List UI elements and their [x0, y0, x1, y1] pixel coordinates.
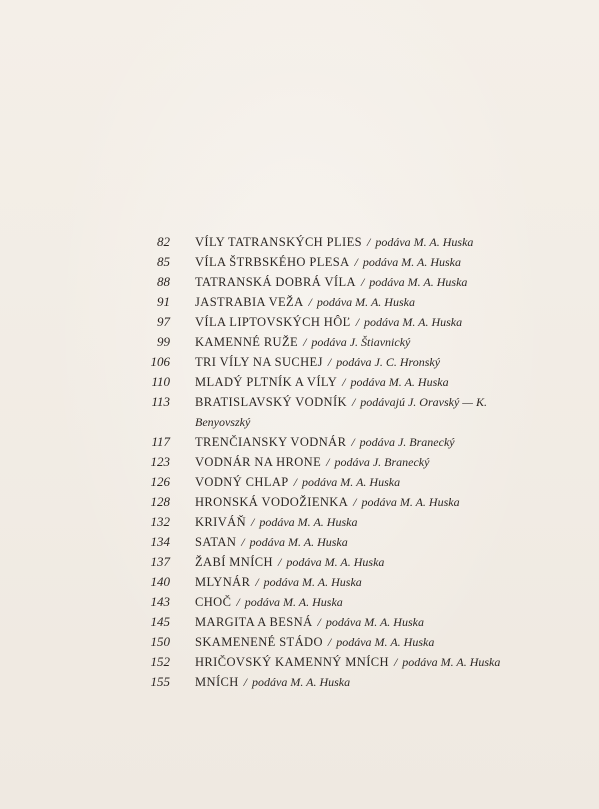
toc-page-number: 88 — [157, 274, 170, 289]
toc-entry: 128 HRONSKÁ VODOŽIENKA / podáva M. A. Huska — [0, 492, 599, 512]
toc-entry: 110 MLADÝ PLTNÍK A VÍLY / podáva M. A. Huska — [0, 372, 599, 392]
toc-author: podáva M. A. Huska — [249, 535, 348, 549]
toc-title: ŽABÍ MNÍCH — [195, 555, 273, 569]
toc-title: KRIVÁŇ — [195, 515, 247, 529]
toc-title: VÍLA LIPTOVSKÝCH HÔĽ — [195, 315, 351, 329]
toc-author: podáva M. A. Huska — [402, 655, 501, 669]
toc-entry: 106 TRI VÍLY NA SUCHEJ / podáva J. C. Hronský — [0, 352, 599, 372]
toc-author: podáva M. A. Huska — [263, 575, 362, 589]
toc-author: podáva M. A. Huska — [336, 635, 435, 649]
toc-author: podáva M. A. Huska — [325, 615, 424, 629]
toc-entry: 140 MLYNÁR / podáva M. A. Huska — [0, 572, 599, 592]
toc-author: podáva J. Štiavnický — [311, 335, 411, 349]
toc-author: podáva M. A. Huska — [350, 375, 449, 389]
toc-entry: 123 VODNÁR NA HRONE / podáva J. Branecký — [0, 452, 599, 472]
toc-entry: 88 TATRANSKÁ DOBRÁ VÍLA / podáva M. A. Huska — [0, 272, 599, 292]
toc-page-number: 85 — [157, 254, 170, 269]
toc-title: VÍLY TATRANSKÝCH PLIES — [195, 235, 362, 249]
toc-author: podáva M. A. Huska — [361, 495, 460, 509]
toc-author: podáva M. A. Huska — [316, 295, 415, 309]
toc-title: VODNÝ CHLAP — [195, 475, 289, 489]
toc-title: SKAMENENÉ STÁDO — [195, 635, 323, 649]
toc-entry: 132 KRIVÁŇ / podáva M. A. Huska — [0, 512, 599, 532]
toc-entry: 91 JASTRABIA VEŽA / podáva M. A. Huska — [0, 292, 599, 312]
toc-page-number: 123 — [150, 454, 170, 469]
toc-title: CHOČ — [195, 595, 232, 609]
toc-title: VÍLA ŠTRBSKÉHO PLESA — [195, 255, 350, 269]
toc-title: KAMENNÉ RUŽE — [195, 335, 299, 349]
toc-title: HRIČOVSKÝ KAMENNÝ MNÍCH — [195, 655, 389, 669]
toc-page-number: 106 — [150, 354, 170, 369]
toc-page-number: 91 — [157, 294, 170, 309]
toc-entry: 85 VÍLA ŠTRBSKÉHO PLESA / podáva M. A. Huska — [0, 252, 599, 272]
toc-title: TATRANSKÁ DOBRÁ VÍLA — [195, 275, 356, 289]
toc-title: BRATISLAVSKÝ VODNÍK — [195, 395, 347, 409]
toc-title: SATAN — [195, 535, 237, 549]
toc-title: JASTRABIA VEŽA — [195, 295, 304, 309]
toc-author: podáva J. Branecký — [334, 455, 430, 469]
toc-page-number: 110 — [151, 374, 170, 389]
toc-title: TRI VÍLY NA SUCHEJ — [195, 355, 323, 369]
toc-page-number: 155 — [150, 674, 170, 689]
toc-entry: 155 MNÍCH / podáva M. A. Huska — [0, 672, 599, 692]
toc-page-number: 82 — [157, 234, 170, 249]
toc-page-number: 152 — [150, 654, 170, 669]
toc-entry: 117 TRENČIANSKY VODNÁR / podáva J. Branecký — [0, 432, 599, 452]
toc-page-number: 140 — [150, 574, 170, 589]
toc-author: podáva M. A. Huska — [364, 315, 463, 329]
toc-author: podávajú J. Oravský — K. Benyovszký — [195, 395, 487, 429]
toc-entry: 137 ŽABÍ MNÍCH / podáva M. A. Huska — [0, 552, 599, 572]
toc-title: HRONSKÁ VODOŽIENKA — [195, 495, 349, 509]
toc-entry: 113 BRATISLAVSKÝ VODNÍK / podávajú J. Oravský — K. Benyovszký — [0, 392, 599, 432]
toc-entry: 82 VÍLY TATRANSKÝCH PLIES / podáva M. A. Huska — [0, 232, 599, 252]
toc-title: MLYNÁR — [195, 575, 251, 589]
toc-entry: 145 MARGITA A BESNÁ / podáva M. A. Huska — [0, 612, 599, 632]
toc-author: podáva M. A. Huska — [369, 275, 468, 289]
toc-page-number: 143 — [150, 594, 170, 609]
toc-entry: 99 KAMENNÉ RUŽE / podáva J. Štiavnický — [0, 332, 599, 352]
toc-entry: 97 VÍLA LIPTOVSKÝCH HÔĽ / podáva M. A. Huska — [0, 312, 599, 332]
toc-page-number: 132 — [150, 514, 170, 529]
toc-page-number: 97 — [157, 314, 170, 329]
toc-page-number: 126 — [150, 474, 170, 489]
toc-author: podáva J. Branecký — [359, 435, 455, 449]
toc-author: podáva M. A. Huska — [244, 595, 343, 609]
toc-author: podáva M. A. Huska — [362, 255, 461, 269]
toc-page-number: 137 — [150, 554, 170, 569]
toc-entry: 143 CHOČ / podáva M. A. Huska — [0, 592, 599, 612]
toc-author: podáva M. A. Huska — [286, 555, 385, 569]
toc-page-number: 99 — [157, 334, 170, 349]
toc-entry: 126 VODNÝ CHLAP / podáva M. A. Huska — [0, 472, 599, 492]
toc-author: podáva J. C. Hronský — [336, 355, 441, 369]
toc-page-number: 128 — [150, 494, 170, 509]
toc-author: podáva M. A. Huska — [301, 475, 401, 489]
toc-entry: 152 HRIČOVSKÝ KAMENNÝ MNÍCH / podáva M. A. Huska — [0, 652, 599, 672]
toc-page-number: 150 — [150, 634, 170, 649]
toc-page-number: 145 — [150, 614, 170, 629]
toc-entry: 150 SKAMENENÉ STÁDO / podáva M. A. Huska — [0, 632, 599, 652]
toc-author: podáva M. A. Huska — [252, 675, 351, 689]
toc-page-number: 113 — [151, 394, 170, 409]
toc-entry: 134 SATAN / podáva M. A. Huska — [0, 532, 599, 552]
table-of-contents — [0, 232, 599, 692]
toc-title: MLADÝ PLTNÍK A VÍLY — [195, 375, 338, 389]
toc-author: podáva M. A. Huska — [259, 515, 358, 529]
toc-title: MNÍCH — [195, 675, 239, 689]
toc-title: TRENČIANSKY VODNÁR — [195, 435, 347, 449]
toc-title: MARGITA A BESNÁ — [195, 615, 313, 629]
toc-page-number: 134 — [150, 534, 170, 549]
toc-author: podáva M. A. Huska — [375, 235, 474, 249]
toc-title: VODNÁR NA HRONE — [195, 455, 322, 469]
toc-page-number: 117 — [151, 434, 170, 449]
